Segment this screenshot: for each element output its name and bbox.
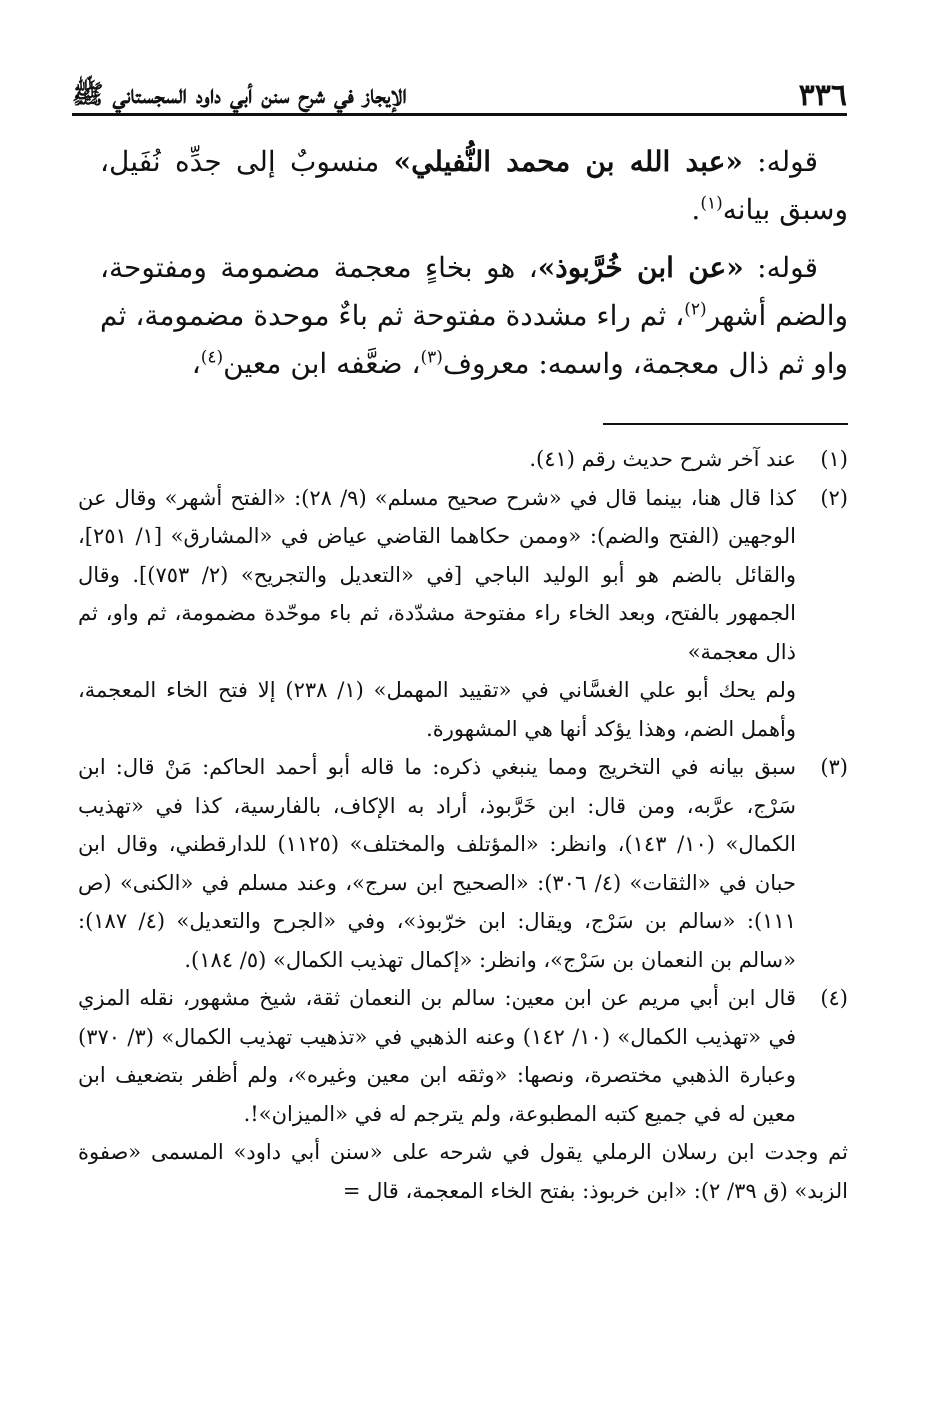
footnote-body xyxy=(78,979,796,1133)
footnote-text: قال ابن أبي مريم عن ابن معين: سالم بن النعمان ثقة، شيخ مشهور، نقله المزي في «تهذيب الكمال» (١٠/ ١٤٢) وعنه الذهبي في «تذهيب تهذيب الكمال» (٣/ ٣٧٠) وعبارة الذهبي مختصرة، ونصها: «وثقه ابن معين وغيره»، ولم أظفر بتضعيف ابن معين له في جميع كتبه المطبوعة، ولم يترجم له في «الميزان»!. xyxy=(78,986,796,1126)
footnote-text: ولم يحك أبو علي الغسَّاني في «تقييد المهمل» (١/ ٢٣٨) إلا فتح الخاء المعجمة، وأهمل الضم، وهذا يؤكد أنها هي المشهورة. xyxy=(78,678,796,741)
footnote-2 xyxy=(78,479,848,749)
footnote-3 xyxy=(78,748,848,979)
footnote-ref[interactable]: (٣) xyxy=(420,347,443,368)
para-text: منسوبٌ إلى جدِّه نُفَيل، وسبق بيانه xyxy=(100,145,848,226)
quoted-name: «عبد الله بن محمد النُّفيلي» xyxy=(393,145,743,178)
para-text: ، ضعَّفه ابن معين xyxy=(223,347,421,380)
paragraph-kharbudh xyxy=(100,244,848,388)
footnote-number: (٤) xyxy=(820,986,848,1010)
para-lead: قوله: xyxy=(742,145,819,178)
footnote-continuation: ثم وجدت ابن رسلان الرملي يقول في شرحه على «سنن أبي داود» المسمى «صفوة الزبد» (ق ٣٩/ ٢): «ابن خربوذ: بفتح الخاء المعجمة، قال = xyxy=(78,1140,848,1203)
para-text: ، ثم راء مشددة مفتوحة ثم باءٌ موحدة مضمومة، ثم واو ثم ذال معجمة، واسمه: معروف xyxy=(100,299,848,380)
page-number: ٣٣٦ xyxy=(798,78,847,113)
running-title: الإيجاز في شرح سنن أبي داود السجستاني ﷺ xyxy=(72,80,407,110)
footnote-body xyxy=(78,479,796,749)
paragraph-nufaili xyxy=(100,138,848,234)
para-text: ، هو بخاءٍ معجمة مضمومة ومفتوحة، والضم أشهر xyxy=(100,251,848,332)
footnote-1 xyxy=(78,440,848,479)
footnotes xyxy=(78,440,848,1210)
footnote-separator xyxy=(603,423,848,425)
main-text xyxy=(100,138,848,388)
footnote-number: (٢) xyxy=(820,485,848,510)
footnote-text: عند آخر شرح حديث رقم (٤١). xyxy=(529,447,796,471)
para-end: . xyxy=(691,193,701,226)
footnote-4 xyxy=(78,979,848,1133)
footnote-number: (١) xyxy=(820,447,848,471)
footnote-number: (٣) xyxy=(820,755,848,779)
footnote-ref[interactable]: (٢) xyxy=(684,299,707,320)
footnote-ref[interactable]: (١) xyxy=(700,193,723,214)
quoted-name: «عن ابن خُرَّبوذ» xyxy=(537,251,744,284)
footnote-text: كذا قال هنا، بينما قال في «شرح صحيح مسلم» (٩/ ٢٨): «الفتح أشهر» وقال عن الوجهين (الفتح والضم): «وممن حكاهما القاضي عياض في «المشارق» [١/ ٢٥١]، والقائل بالضم هو أبو الوليد الباجي [في «التعديل والتجريح» (٢/ ٧٥٣)]. وقال الجمهور بالفتح، وبعد الخاء راء مفتوحة مشدّدة، ثم باء موحّدة مضمومة، ثم واو، ثم ذال معجمة» xyxy=(78,485,797,664)
para-lead: قوله: xyxy=(743,251,818,284)
header-rule xyxy=(72,113,847,116)
footnote-ref[interactable]: (٤) xyxy=(200,347,224,368)
page-header xyxy=(72,70,847,116)
para-end: ، xyxy=(191,347,201,380)
footnote-text: سبق بيانه في التخريج ومما ينبغي ذكره: ما قاله أبو أحمد الحاكم: مَنْ قال: ابن سَرْج، عرَّبه، ومن قال: ابن خَرَّبوذ، أراد به الإكاف، بالفارسية، كذا في «تهذيب الكمال» (١٠/ ١٤٣)، وانظر: «المؤتلف والمختلف» (١١٢٥) للدارقطني، وقال ابن حبان في «الثقات» (٤/ ٣٠٦): «الصحيح ابن سرج»، وعند مسلم في «الكنى» (ص ١١١): «سالم بن سَرْج، ويقال: ابن خرّبوذ»، وفي «الجرح والتعديل» (٤/ ١٨٧): «سالم بن النعمان بن سَرْج»، وانظر: «إكمال تهذيب الكمال» (٥/ ١٨٤). xyxy=(78,755,796,972)
footnote-body xyxy=(78,440,796,479)
footnote-body xyxy=(78,748,796,979)
